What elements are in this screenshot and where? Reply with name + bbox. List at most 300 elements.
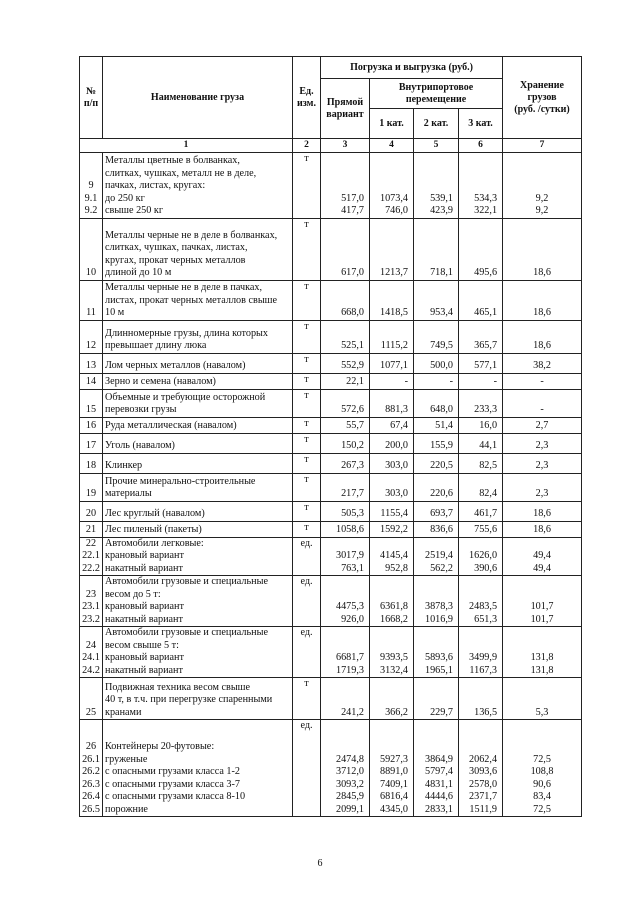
cat1-value [370,537,414,576]
cell-line: 18,6 [533,508,551,519]
cell-line: Длинномерные грузы, длина которых [105,327,268,339]
unit: т [293,433,321,453]
row-number [80,473,103,501]
cat2-value [414,473,459,501]
storage-value [503,678,582,720]
row-number [80,576,103,627]
cell-line: 4475,3 [335,601,364,612]
cell-line: 5797,4 [424,766,453,777]
table-row [80,417,582,433]
direct-value [321,152,370,218]
cat3-value [459,218,503,280]
cell-line: 539,1 [430,192,453,204]
cell-line: 390,6 [474,562,498,574]
cat2-value [414,501,459,521]
direct-value [321,537,370,576]
col-number: 4 [370,139,414,153]
cell-line: материалы [105,488,152,499]
cell-line: 303,0 [385,460,408,471]
cell-line: 23 [85,588,97,600]
cell-line: 267,3 [341,460,364,471]
cell-line: 2,3 [535,488,549,499]
cell-line: 40 т, в т.ч. при перегрузке спаренными [105,694,273,705]
col-number: 2 [293,139,321,153]
cell-line: 22.2 [82,562,100,574]
cell-line: 465,1 [474,307,498,318]
col-number: 5 [414,139,459,153]
cell-line: 108,8 [530,766,554,777]
row-number [80,537,103,576]
cell-line: 3017,9 [335,550,364,561]
row-number [80,720,103,817]
cell-line: 3499,9 [469,652,498,663]
cell-line: 572,6 [341,404,364,415]
cargo-name [103,537,293,576]
table-row [80,501,582,521]
unit: т [293,473,321,501]
cell-line: 2833,1 [424,803,453,815]
cat3-value [459,537,503,576]
row-number [80,389,103,417]
cell-line: 241,2 [341,706,364,718]
cargo-name [103,417,293,433]
cell-line: 22 [85,537,97,549]
cell-line: Лес круглый (навалом) [105,508,205,519]
cell-line: Руда металлическая (навалом) [105,420,237,431]
cell-line: 6681,7 [335,652,364,663]
cat2-value [414,627,459,678]
direct-value [321,473,370,501]
cell-line: 2,7 [535,420,549,431]
cell-line: 2099,1 [335,803,364,815]
cell-line: 5,3 [535,706,549,718]
cell-line: Лес пиленый (пакеты) [105,524,202,535]
row-number [80,501,103,521]
cell-line: 26.4 [82,791,100,802]
cell-line: 952,8 [385,562,408,574]
storage-value [503,576,582,627]
cell-line: 1418,5 [379,307,408,318]
cell-line: 23.2 [82,613,100,625]
direct-value [321,280,370,320]
table-row [80,280,582,320]
unit: ед. [293,720,321,817]
cell-line: 18,6 [533,524,551,535]
cell-line: Лом черных металлов (навалом) [105,360,246,371]
cell-line: 26.1 [82,753,100,765]
cell-line: 55,7 [346,420,364,431]
cell-line: 2845,9 [335,791,364,802]
page-number: 6 [317,858,323,869]
cargo-name [103,501,293,521]
cell-line: 217,7 [341,488,364,499]
row-number [80,417,103,433]
cell-line: - [493,376,498,387]
cell-line: 9,2 [535,205,549,216]
cell-line: 322,1 [474,205,498,216]
cat2-value [414,678,459,720]
cell-line: 1668,2 [379,613,408,625]
cell-line: 82,4 [479,488,498,499]
direct-value [321,521,370,537]
cell-line: Металлы черные не в деле в пачках, [105,282,263,293]
cat1-value [370,152,414,218]
cargo-name [103,678,293,720]
cell-line: 2474,8 [335,753,364,765]
cell-line: 1626,0 [469,550,498,561]
cell-line: 101,7 [530,601,554,612]
cat1-value [370,521,414,537]
col-number: 6 [459,139,503,153]
cell-line: Подвижная техника весом свыше [105,681,251,693]
cell-line: весом свыше 5 т: [105,639,179,651]
cell-line: 2,3 [535,440,549,451]
storage-value [503,280,582,320]
cat1-value [370,576,414,627]
cell-line: 67,4 [390,420,408,431]
cell-line: 2062,4 [469,753,498,765]
cell-line: 881,3 [385,404,408,415]
table-row [80,720,582,817]
cell-line: 16,0 [479,420,498,431]
cell-line: 82,5 [479,460,498,471]
cell-line: 423,9 [430,205,453,216]
cell-line: листах, прокат черных металлов свыше [105,294,278,306]
col-number: 1 [80,139,293,153]
cat2-value [414,389,459,417]
cell-line: 23.1 [82,601,100,612]
cat3-value [459,280,503,320]
storage-value [503,320,582,353]
cell-line: 6816,4 [379,791,408,802]
cell-line: 155,9 [430,440,453,451]
cell-line: 9,2 [535,192,549,204]
row-number [80,320,103,353]
cargo-name [103,218,293,280]
cell-line: 366,2 [385,706,408,718]
cell-line: 19 [85,488,97,499]
cell-line: 150,2 [341,440,364,451]
unit: т [293,152,321,218]
cell-line: 20 [85,508,97,519]
header-cargo-name: Наименование груза [103,57,293,139]
cell-line: 9393,5 [379,652,408,663]
cell-line: Автомобили грузовые и специальные [105,576,268,587]
cell-line: 12 [85,340,97,351]
cargo-name [103,627,293,678]
cat1-value [370,433,414,453]
cell-line: 1016,9 [424,613,453,625]
cell-line: Металлы цветные в болванках, [105,155,240,166]
cargo-name [103,473,293,501]
cell-line: 746,0 [385,205,408,216]
cat3-value [459,373,503,389]
cell-line: 836,6 [430,524,453,535]
cell-line: крановый вариант [105,550,184,561]
cell-line: 10 м [105,307,125,318]
unit: т [293,353,321,373]
direct-value [321,627,370,678]
cell-line: 72,5 [533,803,551,815]
cell-line: 44,1 [479,440,498,451]
cell-line: 1213,7 [379,267,408,278]
unit: т [293,417,321,433]
cell-line: 131,8 [530,652,554,663]
cargo-name [103,389,293,417]
cell-line: 5893,6 [424,652,453,663]
cargo-name [103,353,293,373]
table-row [80,473,582,501]
cat1-value [370,320,414,353]
table-row [80,521,582,537]
cell-line: 1719,3 [335,664,364,676]
cell-line: 668,0 [341,307,364,318]
cell-line: 1058,6 [335,524,364,535]
cat3-value [459,389,503,417]
cat2-value [414,280,459,320]
cell-line: 953,4 [430,307,453,318]
cat2-value [414,720,459,817]
cell-line: 617,0 [341,267,364,278]
direct-value [321,576,370,627]
cat2-value [414,521,459,537]
unit: ед. [293,537,321,576]
storage-value [503,218,582,280]
direct-value [321,218,370,280]
table-row [80,678,582,720]
cell-line: 1965,1 [424,664,453,676]
cargo-name [103,433,293,453]
cell-line: 1167,3 [469,664,498,676]
storage-value [503,353,582,373]
cargo-name [103,521,293,537]
table-row [80,537,582,576]
cell-line: Металлы черные не в деле в болванках, [105,229,278,241]
cell-line: 500,0 [430,360,453,371]
cell-line: 6361,8 [379,601,408,612]
cell-line: 26.5 [82,803,100,815]
cell-line: 755,6 [474,524,498,535]
cargo-name [103,720,293,817]
cell-line: с опасными грузами класса 8-10 [105,791,246,802]
storage-value [503,453,582,473]
cell-line: 3093,2 [335,778,364,790]
cell-line: кранами [105,706,142,718]
cat3-value [459,576,503,627]
cell-line: 562,2 [430,562,453,574]
cargo-name [103,453,293,473]
storage-value [503,152,582,218]
row-number [80,218,103,280]
direct-value [321,678,370,720]
header-cat1: 1 кат. [370,109,414,139]
cat1-value [370,720,414,817]
cell-line: 303,0 [385,488,408,499]
header-storage: Хранение грузов (руб. /сутки) [503,57,582,139]
cell-line: 926,0 [341,613,364,625]
cell-line: крановый вариант [105,652,184,663]
cell-line: 2578,0 [469,778,498,790]
storage-value [503,521,582,537]
cell-line: 2519,4 [424,550,453,561]
unit: т [293,678,321,720]
direct-value [321,453,370,473]
cat1-value [370,417,414,433]
cell-line: кругах, прокат черных металлов [105,254,246,266]
unit: т [293,280,321,320]
cell-line: 220,5 [430,460,453,471]
cell-line: 4345,0 [379,803,408,815]
cell-line: весом до 5 т: [105,588,161,600]
cell-line: 3864,9 [424,753,453,765]
storage-value [503,433,582,453]
direct-value [321,373,370,389]
cat2-value [414,537,459,576]
cat3-value [459,353,503,373]
table-body [80,152,582,817]
cell-line: с опасными грузами класса 1-2 [105,766,240,777]
cell-line: 220,6 [430,488,453,499]
row-number [80,627,103,678]
cell-line: 3878,3 [424,601,453,612]
cargo-name [103,576,293,627]
cell-line: - [540,376,544,387]
cell-line: 233,3 [474,404,498,415]
unit: т [293,521,321,537]
cat3-value [459,152,503,218]
cell-line: свыше 250 кг [105,205,164,216]
cargo-name [103,280,293,320]
cell-line: 2483,5 [469,601,498,612]
cat3-value [459,453,503,473]
table-row [80,218,582,280]
cell-line: 2,3 [535,460,549,471]
cell-line: - [404,376,408,387]
cat3-value [459,320,503,353]
cell-line: Зерно и семена (навалом) [105,376,216,387]
cell-line: превышает длину люка [105,340,207,351]
cell-line: Автомобили грузовые и специальные [105,627,268,638]
tariff-table [79,56,582,817]
cat1-value [370,353,414,373]
cat1-value [370,473,414,501]
cell-line: 749,5 [430,340,453,351]
cell-line: длиной до 10 м [105,267,172,278]
cell-line: 2371,7 [469,791,498,802]
storage-value [503,389,582,417]
direct-value [321,720,370,817]
cell-line: 14 [85,376,97,387]
cat1-value [370,280,414,320]
cell-line: 517,0 [341,192,364,204]
cell-line: 9.1 [84,192,98,204]
cell-line: 525,1 [341,340,364,351]
row-number [80,152,103,218]
cell-line: 101,7 [530,613,554,625]
table-row [80,353,582,373]
cell-line: порожние [105,803,148,815]
direct-value [321,433,370,453]
cat3-value [459,417,503,433]
cell-line: 1115,2 [380,340,408,351]
cat3-value [459,627,503,678]
unit: т [293,218,321,280]
cargo-name [103,320,293,353]
cell-line: Уголь (навалом) [105,440,175,451]
cargo-name [103,373,293,389]
cell-line: 15 [85,404,97,415]
storage-value [503,537,582,576]
storage-value [503,373,582,389]
table-row [80,320,582,353]
cat1-value [370,453,414,473]
cell-line: 651,3 [474,613,498,625]
cell-line: 718,1 [430,267,453,278]
cat3-value [459,720,503,817]
cell-line: 200,0 [385,440,408,451]
cell-line: 26.2 [82,766,100,777]
unit: т [293,373,321,389]
cell-line: 90,6 [533,778,551,790]
cell-line: накатный вариант [105,613,183,625]
col-number: 3 [321,139,370,153]
cat1-value [370,389,414,417]
unit: ед. [293,576,321,627]
cat3-value [459,433,503,453]
cell-line: 18,6 [533,340,551,351]
cell-line: слитках, чушках, металл не в деле, [105,167,257,179]
cell-line: 3132,4 [379,664,408,676]
cat2-value [414,353,459,373]
cell-line: 5927,3 [379,753,408,765]
cell-line: 21 [85,524,97,535]
cell-line: с опасными грузами класса 3-7 [105,778,240,790]
cell-line: 552,9 [341,360,364,371]
row-number [80,521,103,537]
unit: т [293,453,321,473]
cell-line: 22,1 [346,376,364,387]
storage-value [503,473,582,501]
cell-line: 10 [85,267,97,278]
cell-line: 4444,6 [424,791,453,802]
row-number [80,373,103,389]
cat2-value [414,576,459,627]
table-row [80,576,582,627]
unit: ед. [293,627,321,678]
cell-line: 461,7 [474,508,498,519]
cell-line: 131,8 [530,664,554,676]
cell-line: Контейнеры 20-футовые: [105,741,215,752]
direct-value [321,353,370,373]
row-number [80,678,103,720]
cell-line: пачках, листах, кругах: [105,180,206,191]
unit: т [293,501,321,521]
cell-line: 13 [85,360,97,371]
cell-line: 1077,1 [379,360,408,371]
cell-line: 648,0 [430,404,453,415]
direct-value [321,417,370,433]
cell-line: 495,6 [474,267,498,278]
cell-line: 3712,0 [335,766,364,777]
cell-line: 534,3 [474,192,498,204]
cell-line: - [540,404,544,415]
cell-line: 22.1 [82,550,100,561]
cell-line: 417,7 [341,205,364,216]
header-loading: Погрузка и выгрузка (руб.) [321,57,503,79]
cell-line: 24 [85,639,97,651]
cell-line: 24.1 [82,652,100,663]
cell-line: 1511,9 [469,803,498,815]
